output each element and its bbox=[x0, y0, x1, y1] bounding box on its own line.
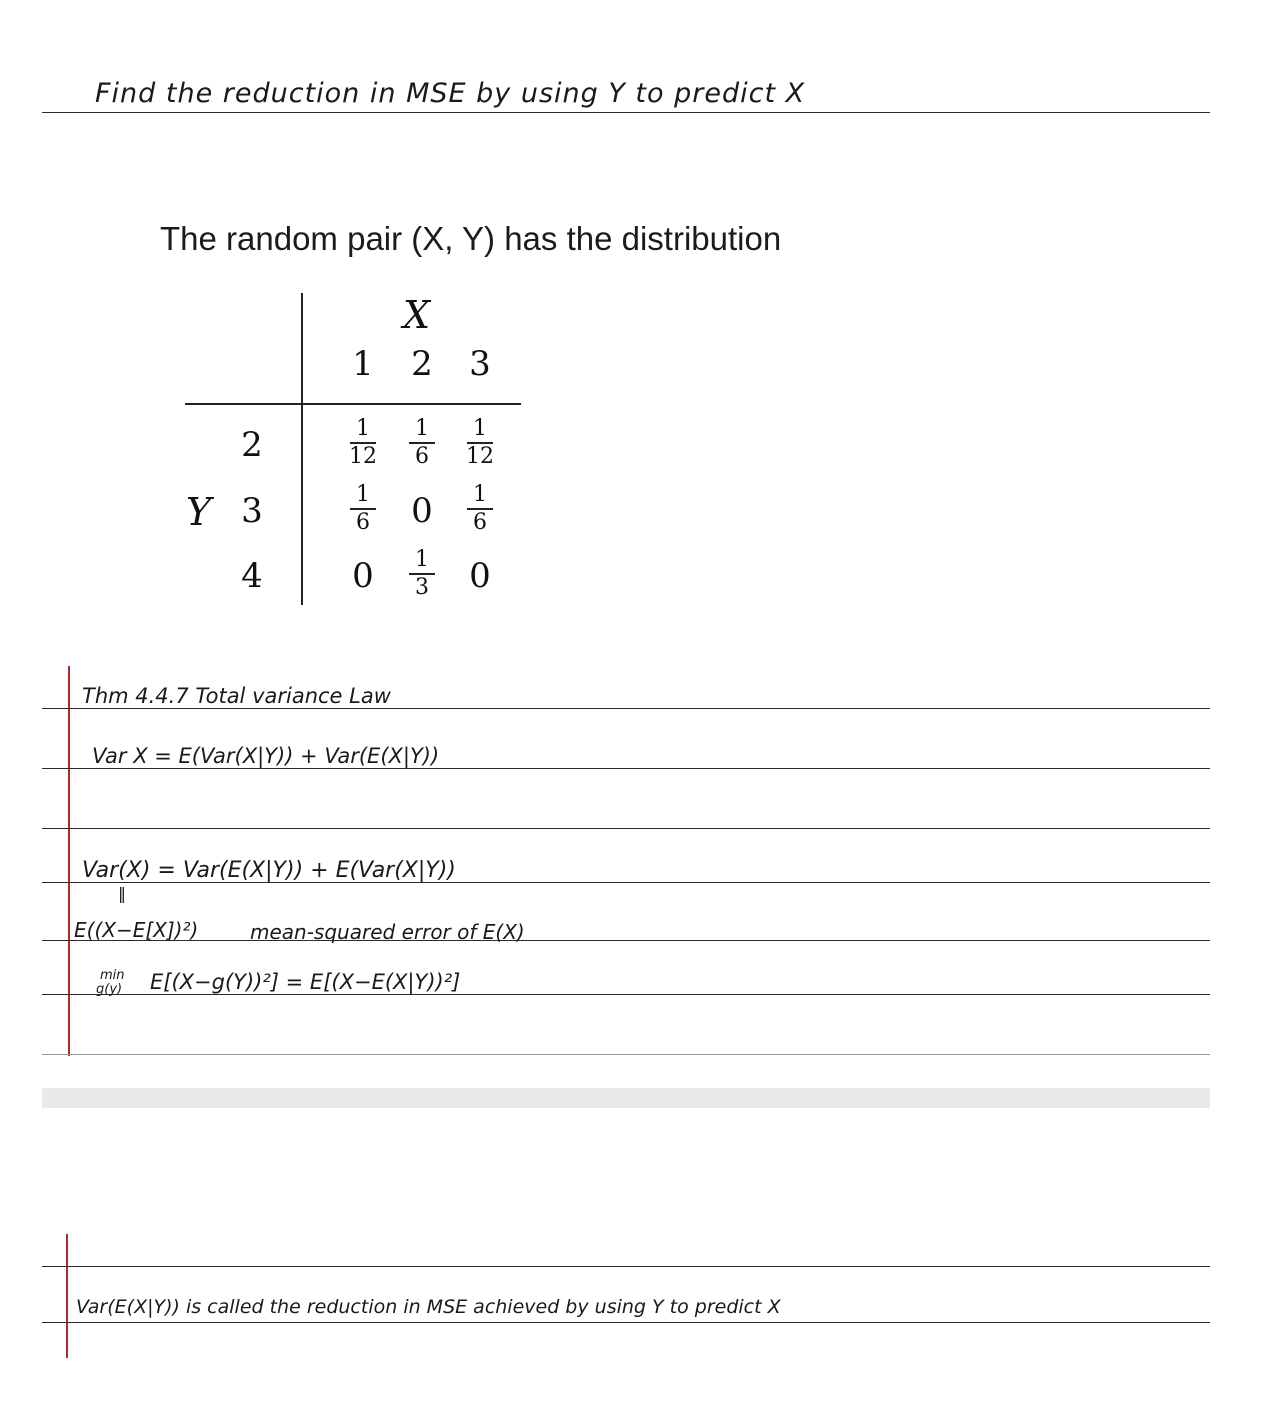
cell-y2-x2: 1 6 bbox=[392, 418, 452, 468]
theorem-title: Thm 4.4.7 Total variance Law bbox=[82, 684, 391, 708]
ruled-line bbox=[42, 768, 1210, 769]
mse-expression: E((X−E[X])²) bbox=[74, 918, 199, 942]
y-value-4: 4 bbox=[241, 556, 263, 596]
y-value-3: 3 bbox=[241, 491, 263, 531]
cell-y2-x3: 1 12 bbox=[466, 416, 494, 469]
ruled-line bbox=[42, 828, 1210, 829]
cell-y4-x2: 1 3 bbox=[392, 549, 452, 599]
page-heading: Find the reduction in MSE by using Y to predict X bbox=[95, 78, 806, 109]
variance-rewrite-line: Var(X) = Var(E(X|Y)) + E(Var(X|Y)) bbox=[82, 858, 456, 883]
page-separator bbox=[42, 1088, 1210, 1108]
ruled-line bbox=[42, 1266, 1210, 1267]
notebook-section-theorem bbox=[0, 660, 1286, 1060]
table-horizontal-rule bbox=[185, 403, 521, 405]
ruled-line bbox=[42, 1322, 1210, 1323]
y-variable-label: Y bbox=[186, 490, 212, 534]
red-margin-line bbox=[66, 1234, 68, 1358]
ruled-line bbox=[42, 1054, 1210, 1055]
minimization-line: E[(X−g(Y))²] = E[(X−E(X|Y))²] bbox=[150, 970, 461, 994]
min-subscript: g(y) bbox=[96, 982, 123, 997]
x-value-1: 1 bbox=[352, 344, 374, 384]
distribution-table bbox=[150, 285, 550, 615]
notebook-section-conclusion bbox=[0, 1220, 1286, 1360]
conclusion-line: Var(E(X|Y)) is called the reduction in MSE achieved by using Y to predict X bbox=[76, 1296, 781, 1318]
cell-y3-x2: 0 bbox=[411, 491, 433, 531]
cell-y2-x1: 1 12 bbox=[349, 416, 377, 469]
red-margin-line bbox=[68, 666, 70, 1056]
ruled-line bbox=[42, 940, 1210, 941]
y-value-2: 2 bbox=[241, 425, 263, 465]
equals-mark: ‖ bbox=[118, 884, 126, 903]
x-variable-label: X bbox=[403, 293, 431, 337]
problem-statement: The random pair (X, Y) has the distribution bbox=[160, 220, 782, 257]
cell-y3-x1: 1 6 bbox=[333, 484, 393, 534]
table-vertical-rule bbox=[301, 293, 303, 605]
cell-y4-x1: 0 bbox=[352, 556, 374, 596]
x-value-2: 2 bbox=[411, 344, 433, 384]
cell-y4-x3: 0 bbox=[469, 556, 491, 596]
x-value-3: 3 bbox=[469, 344, 491, 384]
min-label: min bbox=[100, 968, 125, 983]
ruled-line bbox=[42, 708, 1210, 709]
heading-rule bbox=[42, 112, 1210, 113]
ruled-line bbox=[42, 994, 1210, 995]
variance-law-line: Var X = E(Var(X|Y)) + Var(E(X|Y)) bbox=[92, 744, 440, 768]
cell-y3-x3: 1 6 bbox=[450, 484, 510, 534]
mse-description: mean-squared error of E(X) bbox=[250, 920, 525, 944]
